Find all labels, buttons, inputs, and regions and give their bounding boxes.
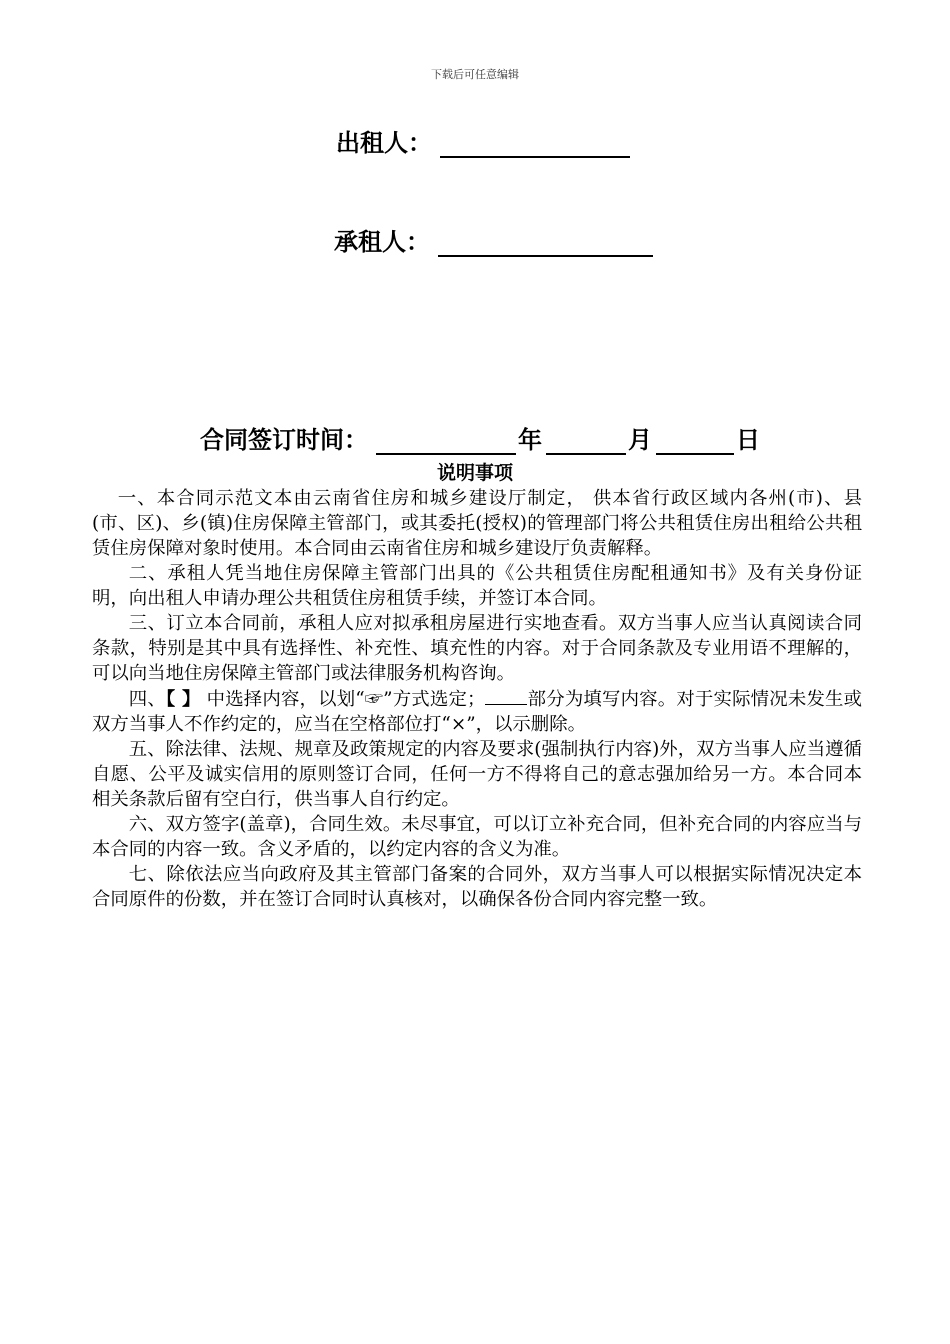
year-unit: 年 bbox=[518, 425, 542, 454]
note-item: 二、承租人凭当地住房保障主管部门出具的《公共租赁住房配租通知书》及有关身份证明，向出租人申请办理公共租赁住房租赁手续，并签订本合同。 bbox=[92, 563, 862, 609]
note-item: 五、除法律、法规、规章及政策规定的内容及要求(强制执行内容)外，双方当事人应当遵循自愿、公平及诚实信用的原则签订合同，任何一方不得将自己的意志强加给另一方。本合同本相关条款后留有空白行，供当事人自行约定。 bbox=[92, 739, 862, 810]
lessor-label: 出租人： bbox=[336, 128, 432, 157]
note-item: 七、除依法应当向政府及其主管部门备案的合同外，双方当事人可以根据实际情况决定本合同原件的份数，并在签订合同时认真核对，以确保各份合同内容完整一致。 bbox=[92, 864, 862, 910]
lessee-blank bbox=[438, 229, 653, 257]
pointing-hand-icon: ☞ bbox=[364, 689, 384, 710]
note-item-4-text-3: 部分为填写内容。对于实际情况未发生或双方当事人不作约定的，应当在空格部位打“×”，以示删除。 bbox=[92, 689, 863, 735]
year-blank bbox=[376, 427, 516, 455]
day-unit: 日 bbox=[736, 425, 760, 454]
lessor-line bbox=[336, 123, 630, 158]
note-item: 一、本合同示范文本由云南省住房和城乡建设厅制定， 供本省行政区域内各州(市)、县(市、区)、乡(镇)住房保障主管部门，或其委托(授权)的管理部门将公共租赁住房出租给公共租赁住房保障对象时使用。本合同由云南省住房和城乡建设厅负责解释。 bbox=[92, 488, 862, 559]
signing-date-label: 合同签订时间： bbox=[200, 425, 368, 454]
notes-title: 说明事项 bbox=[436, 462, 513, 484]
note-item: 三、订立本合同前，承租人应对拟承租房屋进行实地查看。双方当事人应当认真阅读合同条款，特别是其中具有选择性、补充性、填充性的内容。对于合同条款及专业用语不理解的，可以向当地住房保障主管部门或法律服务机构咨询。 bbox=[92, 613, 862, 684]
lessor-blank bbox=[440, 130, 630, 158]
day-blank bbox=[656, 427, 734, 455]
lessee-line bbox=[334, 222, 653, 257]
month-unit: 月 bbox=[628, 425, 652, 454]
note-item-4 bbox=[92, 686, 862, 737]
month-blank bbox=[546, 427, 626, 455]
note-item: 六、双方签字(盖章)，合同生效。未尽事宜，可以订立补充合同，但补充合同的内容应当与本合同的内容一致。含义矛盾的，以约定内容的含义为准。 bbox=[92, 814, 862, 860]
lessee-label: 承租人： bbox=[334, 227, 430, 256]
fill-in-underline bbox=[485, 686, 527, 705]
page-header-note: 下载后可任意编辑 bbox=[431, 68, 519, 81]
note-item-4-text-1: 中选择内容，以划“ bbox=[200, 689, 365, 710]
selection-bracket: 【 】 bbox=[165, 689, 201, 710]
note-item-4-text-2: ”方式选定； bbox=[383, 689, 486, 710]
note-item-4-prefix: 四、 bbox=[128, 689, 166, 710]
signing-date-line bbox=[200, 420, 760, 455]
notes-body bbox=[92, 486, 862, 912]
